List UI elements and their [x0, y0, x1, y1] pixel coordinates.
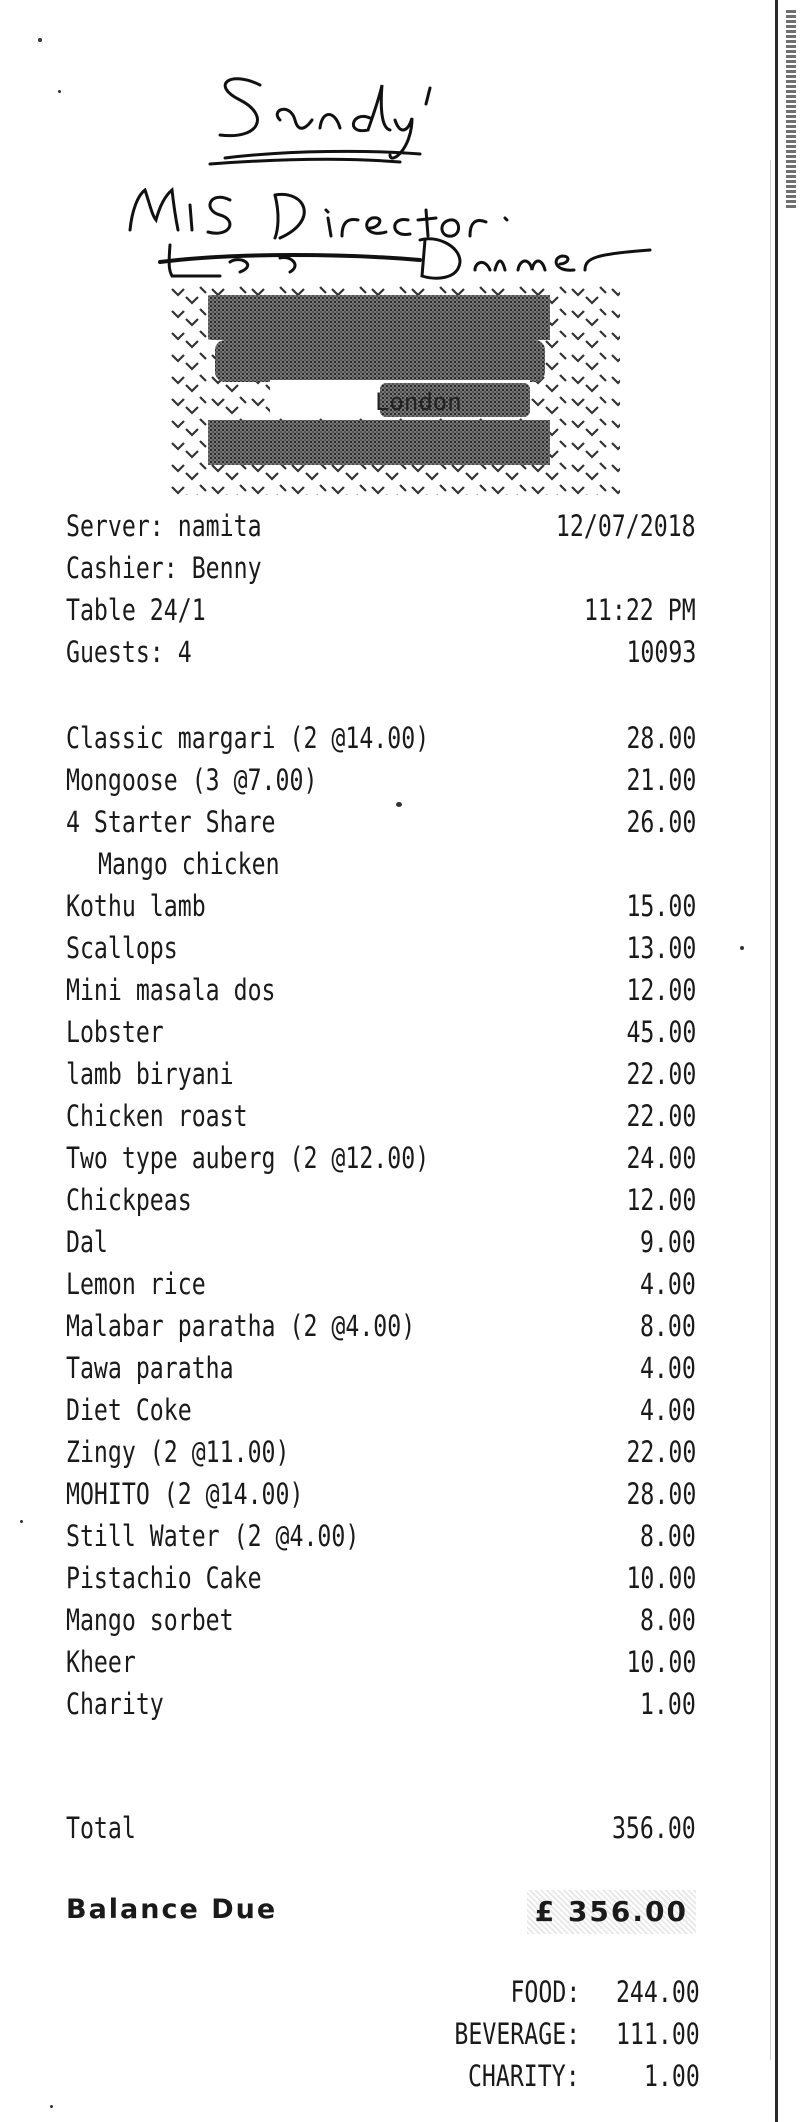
item-name: Pistachio Cake	[66, 1561, 262, 1595]
line-item	[66, 970, 696, 1010]
cashier-label: Cashier: Benny	[66, 551, 262, 585]
item-price: 28.00	[626, 721, 696, 755]
line-item	[66, 1390, 696, 1430]
summary-label: CHARITY:	[468, 2059, 580, 2093]
summary-row-food	[370, 1972, 700, 2012]
item-name: Lemon rice	[66, 1267, 206, 1301]
item-price: 22.00	[626, 1099, 696, 1133]
item-price: 13.00	[626, 931, 696, 965]
line-item	[66, 1516, 696, 1556]
header-row-cashier	[66, 548, 696, 588]
summary-value: 244.00	[616, 1975, 700, 2009]
line-item	[66, 1600, 696, 1640]
logo-drawing	[170, 285, 620, 495]
item-price: 12.00	[626, 1183, 696, 1217]
line-item	[66, 1096, 696, 1136]
balance-due-value: £ 356.00	[527, 1890, 696, 1934]
server-label: Server: namita	[66, 509, 262, 543]
item-price: 4.00	[640, 1267, 696, 1301]
edge-barcode	[786, 10, 796, 210]
summary-label: BEVERAGE:	[454, 2017, 580, 2051]
line-item	[66, 1474, 696, 1514]
handwriting-drawing	[90, 40, 690, 280]
line-item	[66, 886, 696, 926]
check-number: 10093	[626, 635, 696, 669]
summary-value: 1.00	[644, 2059, 700, 2093]
receipt-time: 11:22 PM	[584, 593, 696, 627]
item-price: 9.00	[640, 1225, 696, 1259]
item-price: 4.00	[640, 1393, 696, 1427]
line-item	[66, 1054, 696, 1094]
item-name: Two type auberg (2 @12.00)	[66, 1141, 430, 1175]
item-name: Mini masala dos	[66, 973, 276, 1007]
item-name: Diet Coke	[66, 1393, 192, 1427]
line-item	[66, 1222, 696, 1262]
item-name: Zingy (2 @11.00)	[66, 1435, 290, 1469]
summary-value: 111.00	[616, 2017, 700, 2051]
scan-speck	[396, 802, 402, 807]
item-name: Lobster	[66, 1015, 164, 1049]
item-price: 26.00	[626, 805, 696, 839]
line-item	[66, 1432, 696, 1472]
line-item	[66, 1348, 696, 1388]
header-row-table	[66, 590, 696, 630]
line-item	[66, 1558, 696, 1598]
scan-speck	[50, 2105, 53, 2108]
item-name: Dal	[66, 1225, 108, 1259]
item-price: 12.00	[626, 973, 696, 1007]
item-price: 15.00	[626, 889, 696, 923]
logo-city: London	[375, 388, 462, 416]
restaurant-logo-block	[170, 285, 620, 495]
item-name: Mongoose (3 @7.00)	[66, 763, 318, 797]
receipt-fold-line	[770, 160, 771, 2060]
line-item	[66, 802, 696, 842]
item-price: 21.00	[626, 763, 696, 797]
line-item	[66, 1180, 696, 1220]
header-row-server	[66, 506, 696, 546]
item-name: Scallops	[66, 931, 178, 965]
line-item	[66, 1012, 696, 1052]
item-name: Kothu lamb	[66, 889, 206, 923]
scan-speck	[20, 1520, 23, 1523]
total-value: 356.00	[612, 1811, 696, 1845]
item-name: Chickpeas	[66, 1183, 192, 1217]
receipt-date: 12/07/2018	[556, 509, 696, 543]
line-item	[66, 760, 696, 800]
balance-due-row	[66, 1890, 696, 1930]
item-name: Chicken roast	[66, 1099, 248, 1133]
header-row-guests	[66, 632, 696, 672]
item-name: Mango chicken	[98, 847, 280, 881]
scan-speck	[38, 38, 42, 42]
line-item	[66, 1684, 696, 1724]
total-row	[66, 1808, 696, 1848]
item-price: 8.00	[640, 1603, 696, 1637]
item-price: 1.00	[640, 1687, 696, 1721]
line-item	[66, 1138, 696, 1178]
receipt-edge-shadow	[775, 0, 778, 2122]
guests-label: Guests: 4	[66, 635, 192, 669]
item-name: lamb biryani	[66, 1057, 234, 1091]
item-price: 28.00	[626, 1477, 696, 1511]
scan-speck	[58, 90, 61, 93]
line-item	[66, 718, 696, 758]
total-label: Total	[66, 1811, 136, 1845]
item-name: Charity	[66, 1687, 164, 1721]
item-name: Malabar paratha (2 @4.00)	[66, 1309, 416, 1343]
item-price: 8.00	[640, 1519, 696, 1553]
item-price: 24.00	[626, 1141, 696, 1175]
summary-label: FOOD:	[510, 1975, 580, 2009]
item-price: 22.00	[626, 1435, 696, 1469]
item-price: 10.00	[626, 1645, 696, 1679]
item-name: Mango sorbet	[66, 1603, 234, 1637]
item-name: MOHITO (2 @14.00)	[66, 1477, 304, 1511]
line-item	[66, 1306, 696, 1346]
item-name: Tawa paratha	[66, 1351, 234, 1385]
item-price: 4.00	[640, 1351, 696, 1385]
summary-row-charity	[370, 2056, 700, 2096]
line-item	[66, 928, 696, 968]
scan-speck	[740, 946, 744, 950]
item-price: 10.00	[626, 1561, 696, 1595]
line-item-sub	[66, 844, 696, 884]
line-item	[66, 1264, 696, 1304]
item-name: Classic margari (2 @14.00)	[66, 721, 430, 755]
line-item	[66, 1642, 696, 1682]
summary-row-beverage	[370, 2014, 700, 2054]
item-name: Kheer	[66, 1645, 136, 1679]
item-price: 22.00	[626, 1057, 696, 1091]
table-label: Table 24/1	[66, 593, 206, 627]
balance-due-label: Balance Due	[66, 1894, 278, 1925]
item-price: 8.00	[640, 1309, 696, 1343]
item-name: Still Water (2 @4.00)	[66, 1519, 360, 1553]
item-name: 4 Starter Share	[66, 805, 276, 839]
handwritten-annotation	[90, 40, 690, 280]
item-price: 45.00	[626, 1015, 696, 1049]
